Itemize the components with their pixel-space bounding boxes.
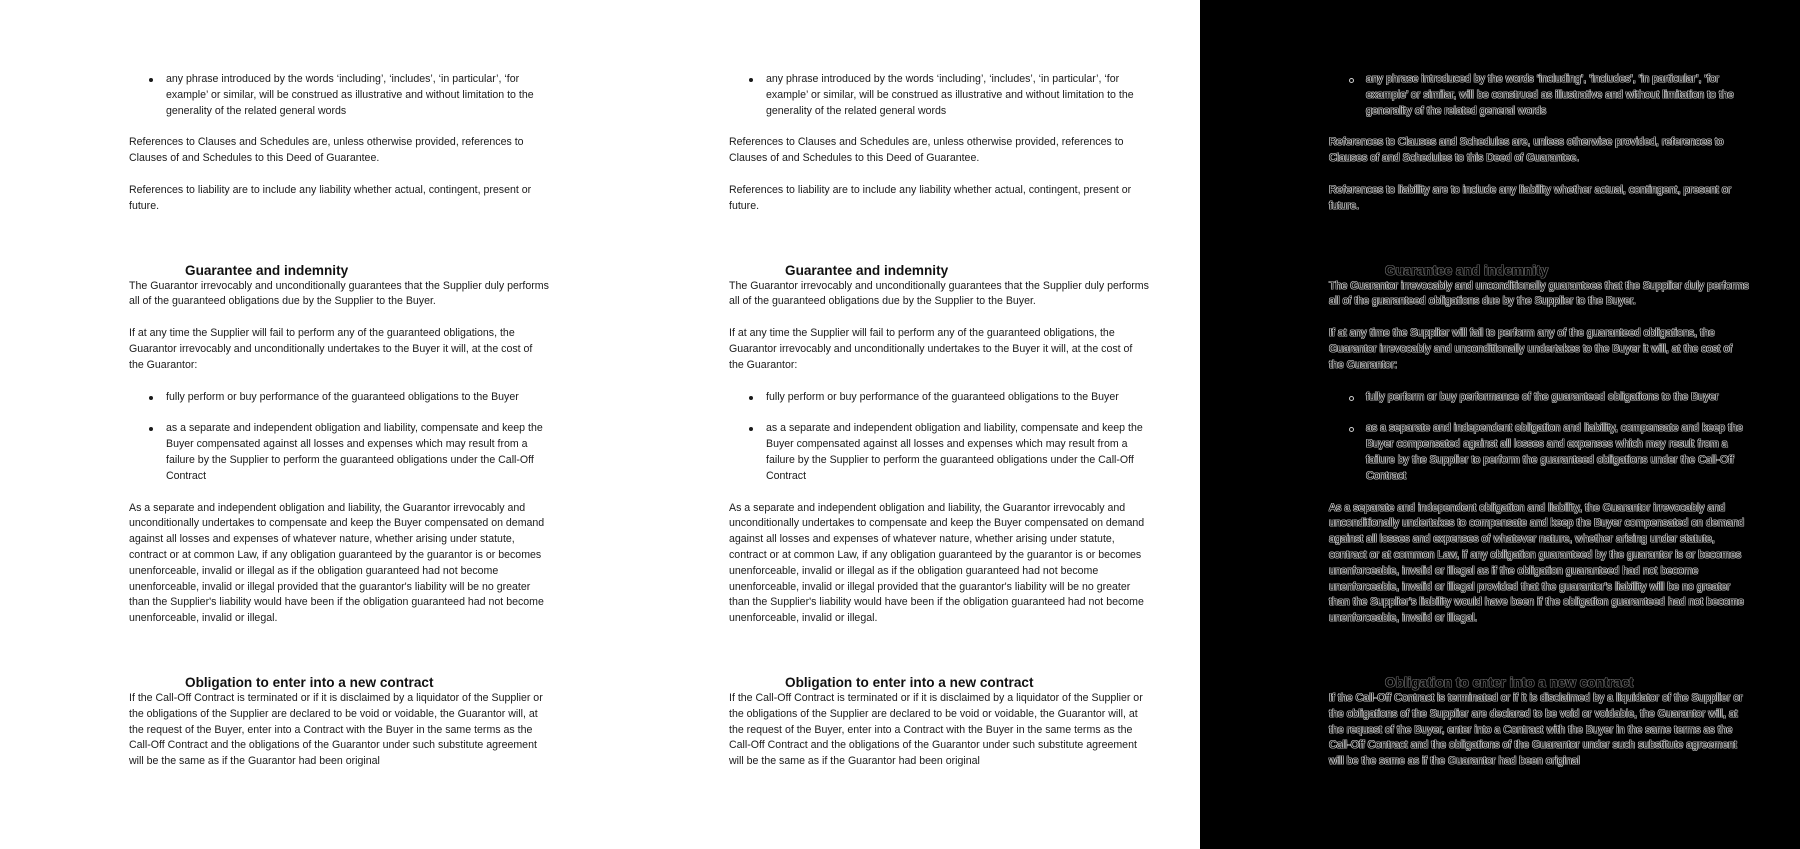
paragraph-guarantee-3: As a separate and independent obligation and liability, the Guarantor irrevocably and unconditionally undertakes to compensate and keep the Buyer compensated on demand against all losses and expenses of whatever nature, whether arising under statute, contract or at common Law, if any obligation guaranteed by the guarantor is or becomes unenforceable, invalid or illegal as if the obligation guaranteed had not become unenforceable, invalid or illegal provided that the guarantor's liability will be no greater than the Supplier's liability would have been if the obligation guaranteed had not become unenforceable, invalid or illegal. <box>129 501 545 625</box>
list-item <box>729 72 1149 119</box>
paragraph-references-clauses: References to Clauses and Schedules are, unless otherwise provided, references to Clauses of and Schedules to this Deed of Guarantee. <box>129 136 524 165</box>
list-item <box>1329 72 1749 119</box>
document-body <box>729 72 1149 770</box>
paragraph-guarantee-3: As a separate and independent obligation and liability, the Guarantor irrevocably and unconditionally undertakes to compensate and keep the Buyer compensated on demand against all losses and expenses of whatever nature, whether arising under statute, contract or at common Law, if any obligation guaranteed by the guarantor is or becomes unenforceable, invalid or illegal as if the obligation guaranteed had not become unenforceable, invalid or illegal provided that the guarantor's liability will be no greater than the Supplier's liability would have been if the obligation guaranteed had not become unenforceable, invalid or illegal. <box>1329 501 1745 625</box>
bullet-list-guarantee <box>129 390 549 485</box>
list-item <box>129 421 549 484</box>
paragraph-guarantee-2: If at any time the Supplier will fail to perform any of the guaranteed obligations, the Guarantor irrevocably and unconditionally undertakes to the Buyer it will, at the cost of the Guarantor: <box>129 327 533 371</box>
bullet-icon <box>1349 396 1354 401</box>
bullet-list-top <box>129 72 549 119</box>
section-heading-guarantee: Guarantee and indemnity <box>1385 262 1549 278</box>
list-item <box>129 72 549 119</box>
list-item-text: any phrase introduced by the words ‘including’, ‘includes’, ‘in particular’, ‘for example’ or similar, will be construed as illustrative and without limitation to the generality of the related general words <box>766 73 1134 117</box>
list-item-text: any phrase introduced by the words ‘including’, ‘includes’, ‘in particular’, ‘for example’ or similar, will be construed as illustrative and without limitation to the generality of the related general words <box>166 73 534 117</box>
section-heading-guarantee: Guarantee and indemnity <box>785 262 949 278</box>
paragraph-guarantee-3: As a separate and independent obligation and liability, the Guarantor irrevocably and unconditionally undertakes to compensate and keep the Buyer compensated on demand against all losses and expenses of whatever nature, whether arising under statute, contract or at common Law, if any obligation guaranteed by the guarantor is or becomes unenforceable, invalid or illegal as if the obligation guaranteed had not become unenforceable, invalid or illegal provided that the guarantor's liability will be no greater than the Supplier's liability would have been if the obligation guaranteed had not become unenforceable, invalid or illegal. <box>729 501 1145 625</box>
list-item-text: fully perform or buy performance of the guaranteed obligations to the Buyer <box>166 390 519 403</box>
section-heading-obligation: Obligation to enter into a new contract <box>185 674 434 690</box>
paragraph-guarantee-1: The Guarantor irrevocably and unconditionally guarantees that the Supplier duly performs all of the guaranteed obligations due by the Supplier to the Buyer. <box>1329 279 1749 308</box>
paragraph-references-clauses: References to Clauses and Schedules are, unless otherwise provided, references to Clauses of and Schedules to this Deed of Guarantee. <box>1329 136 1724 165</box>
paragraph-obligation-1: If the Call-Off Contract is terminated or if it is disclaimed by a liquidator of the Supplier or the obligations of the Supplier are declared to be void or voidable, the Guarantor will, at the request of the Buyer, enter into a Contract with the Buyer in the same terms as the Call-Off Contract and the obligations of the Guarantor under such substitute agreement will be the same as if the Guarantor had been original <box>1329 691 1743 768</box>
list-item <box>729 390 1149 406</box>
document-panel-original <box>0 0 600 849</box>
bullet-icon <box>149 427 153 431</box>
list-item-text: as a separate and independent obligation and liability, compensate and keep the Buyer compensated against all losses and expenses which may result from a failure by the Supplier to perform the guaranteed obligations under the Call-Off Contract <box>1366 422 1743 482</box>
bullet-icon <box>1349 427 1354 432</box>
document-panel-outline-negative <box>1200 0 1800 849</box>
bullet-list-top <box>729 72 1149 119</box>
bullet-icon <box>749 396 753 400</box>
list-item-text: fully perform or buy performance of the guaranteed obligations to the Buyer <box>766 390 1119 403</box>
bullet-icon <box>749 427 753 431</box>
document-body <box>1329 72 1749 770</box>
bullet-icon <box>749 78 753 82</box>
bullet-icon <box>149 396 153 400</box>
list-item-text: any phrase introduced by the words ‘including’, ‘includes’, ‘in particular’, ‘for example’ or similar, will be construed as illustrative and without limitation to the generality of the related general words <box>1366 73 1734 117</box>
paragraph-guarantee-2: If at any time the Supplier will fail to perform any of the guaranteed obligations, the Guarantor irrevocably and unconditionally undertakes to the Buyer it will, at the cost of the Guarantor: <box>729 327 1133 371</box>
section-heading-obligation: Obligation to enter into a new contract <box>1385 674 1634 690</box>
list-item-text: as a separate and independent obligation and liability, compensate and keep the Buyer compensated against all losses and expenses which may result from a failure by the Supplier to perform the guaranteed obligations under the Call-Off Contract <box>166 422 543 482</box>
list-item <box>1329 390 1749 406</box>
section-heading-guarantee: Guarantee and indemnity <box>185 262 349 278</box>
paragraph-guarantee-1: The Guarantor irrevocably and unconditionally guarantees that the Supplier duly performs all of the guaranteed obligations due by the Supplier to the Buyer. <box>129 279 549 308</box>
list-item-text: fully perform or buy performance of the guaranteed obligations to the Buyer <box>1366 390 1719 403</box>
bullet-list-guarantee <box>729 390 1149 485</box>
document-body <box>129 72 549 770</box>
paragraph-references-liability: References to liability are to include any liability whether actual, contingent, present or future. <box>1329 183 1732 212</box>
list-item <box>1329 421 1749 484</box>
bullet-icon <box>1349 78 1354 83</box>
paragraph-obligation-1: If the Call-Off Contract is terminated or if it is disclaimed by a liquidator of the Supplier or the obligations of the Supplier are declared to be void or voidable, the Guarantor will, at the request of the Buyer, enter into a Contract with the Buyer in the same terms as the Call-Off Contract and the obligations of the Guarantor under such substitute agreement will be the same as if the Guarantor had been original <box>729 691 1143 768</box>
paragraph-references-liability: References to liability are to include any liability whether actual, contingent, present or future. <box>729 183 1132 212</box>
bullet-list-guarantee <box>1329 390 1749 485</box>
paragraph-references-liability: References to liability are to include any liability whether actual, contingent, present or future. <box>129 183 532 212</box>
paragraph-guarantee-1: The Guarantor irrevocably and unconditionally guarantees that the Supplier duly performs all of the guaranteed obligations due by the Supplier to the Buyer. <box>729 279 1149 308</box>
section-heading-obligation: Obligation to enter into a new contract <box>785 674 1034 690</box>
bullet-list-top <box>1329 72 1749 119</box>
list-item <box>729 421 1149 484</box>
paragraph-references-clauses: References to Clauses and Schedules are, unless otherwise provided, references to Clauses of and Schedules to this Deed of Guarantee. <box>729 136 1124 165</box>
document-panel-grayscale <box>600 0 1200 849</box>
list-item <box>129 390 549 406</box>
paragraph-guarantee-2: If at any time the Supplier will fail to perform any of the guaranteed obligations, the Guarantor irrevocably and unconditionally undertakes to the Buyer it will, at the cost of the Guarantor: <box>1329 327 1733 371</box>
paragraph-obligation-1: If the Call-Off Contract is terminated or if it is disclaimed by a liquidator of the Supplier or the obligations of the Supplier are declared to be void or voidable, the Guarantor will, at the request of the Buyer, enter into a Contract with the Buyer in the same terms as the Call-Off Contract and the obligations of the Guarantor under such substitute agreement will be the same as if the Guarantor had been original <box>129 691 543 768</box>
list-item-text: as a separate and independent obligation and liability, compensate and keep the Buyer compensated against all losses and expenses which may result from a failure by the Supplier to perform the guaranteed obligations under the Call-Off Contract <box>766 422 1143 482</box>
bullet-icon <box>149 78 153 82</box>
